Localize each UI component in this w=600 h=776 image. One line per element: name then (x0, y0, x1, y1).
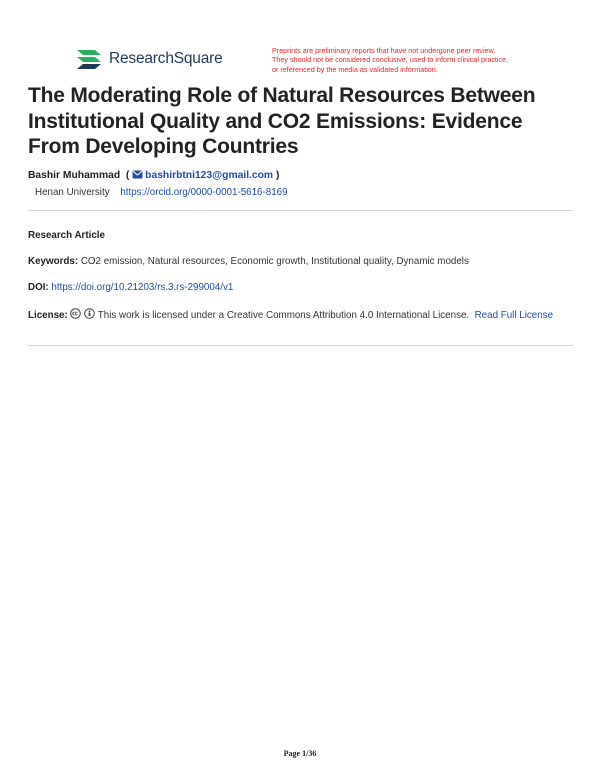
attribution-icon (84, 308, 95, 319)
doi-line (28, 282, 233, 293)
preprint-disclaimer (272, 46, 542, 74)
brand-name-part1: Research (109, 50, 174, 67)
read-full-license-link[interactable]: Read Full License (474, 310, 554, 321)
divider-bottom (28, 345, 573, 346)
author-email-link[interactable]: bashirbtni123@gmail.com (145, 170, 274, 181)
disclaimer-line-3: or referenced by the media as validated information. (272, 64, 438, 74)
open-paren: ( (125, 170, 130, 181)
author-name: Bashir Muhammad (28, 170, 121, 181)
license-label: License: (28, 310, 68, 321)
page-number: Page 1/36 (283, 749, 317, 758)
author-affiliation: Henan University (35, 187, 110, 198)
orcid-link[interactable]: https://orcid.org/0000-0001-5616-8169 (120, 187, 288, 198)
creative-commons-icon (70, 308, 81, 319)
research-square-logo[interactable] (75, 46, 223, 72)
keywords-label: Keywords: (28, 256, 79, 267)
research-square-logo-icon (75, 46, 103, 72)
doi-label: DOI: (28, 282, 49, 293)
page-header (75, 46, 555, 76)
keywords-line (28, 256, 469, 267)
brand-name (109, 50, 223, 68)
doi-link[interactable]: https://doi.org/10.21203/rs.3.rs-299004/v1 (51, 282, 234, 293)
article-type: Research Article (28, 230, 105, 241)
close-paren: ) (275, 170, 280, 181)
paper-title: The Moderating Role of Natural Resources Between Institutional Quality and CO2 Emissions: Evidence From Developing Countries (28, 84, 536, 158)
brand-name-part2: Square (173, 50, 223, 67)
affiliation-line (35, 187, 288, 198)
license-line (28, 308, 573, 323)
license-text: This work is licensed under a Creative Commons Attribution 4.0 International License. (97, 310, 470, 321)
divider-top (28, 210, 573, 211)
disclaimer-line-2: They should not be considered conclusive, used to inform clinical practice, (272, 55, 509, 65)
disclaimer-line-1: Preprints are preliminary reports that have not undergone peer review. (272, 46, 496, 55)
author-line (28, 170, 279, 181)
keywords-value: CO2 emission, Natural resources, Economic growth, Institutional quality, Dynamic models (80, 256, 469, 267)
mail-icon (132, 170, 143, 179)
